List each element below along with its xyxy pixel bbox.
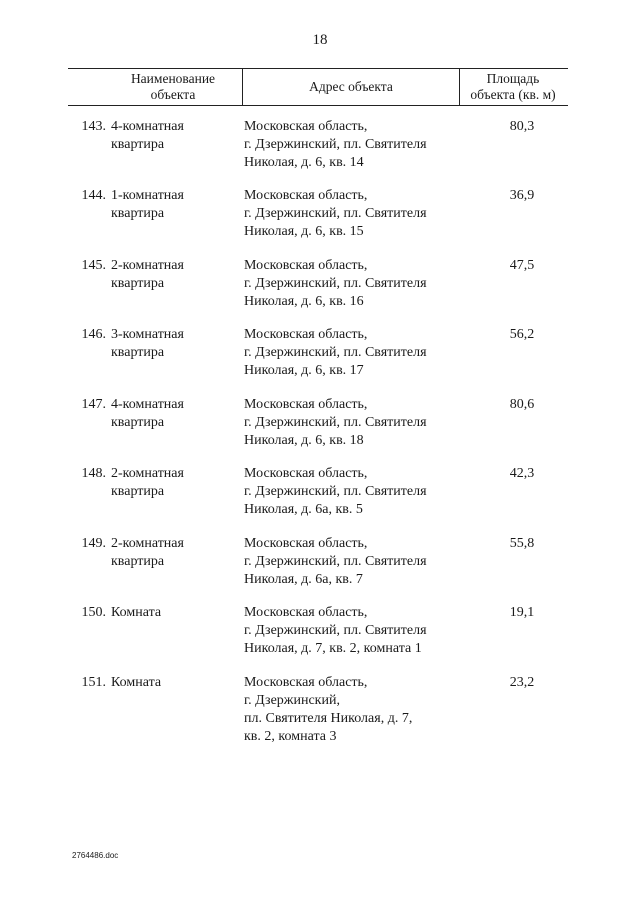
object-area: 80,3 [509, 119, 535, 134]
address-line: Московская область, [244, 675, 368, 690]
address-line: Николая, д. 6, кв. 17 [244, 363, 364, 378]
address-line: г. Дзержинский, пл. Святителя [244, 554, 427, 569]
row-number: 148. [81, 466, 106, 481]
row-number: 146. [81, 327, 106, 342]
object-name [111, 396, 241, 432]
header-address-label: Адрес объекта [309, 79, 393, 94]
object-name-line: квартира [111, 137, 165, 152]
object-name-line: квартира [111, 554, 165, 569]
object-name-line: квартира [111, 206, 165, 221]
page-number: 18 [312, 32, 328, 48]
object-area: 23,2 [509, 675, 535, 690]
address-line: пл. Святителя Николая, д. 7, [244, 711, 413, 726]
address-line: г. Дзержинский, пл. Святителя [244, 276, 427, 291]
header-object-name [104, 69, 242, 105]
object-address [244, 257, 464, 311]
address-line: Николая, д. 6, кв. 15 [244, 224, 364, 239]
header-name-line-1: Наименование [130, 71, 216, 86]
address-line: г. Дзержинский, пл. Святителя [244, 484, 427, 499]
object-area: 56,2 [509, 327, 535, 342]
object-address [244, 604, 464, 658]
object-address [244, 118, 464, 172]
address-line: Московская область, [244, 466, 368, 481]
address-line: г. Дзержинский, пл. Святителя [244, 623, 427, 638]
address-line: г. Дзержинский, пл. Святителя [244, 206, 427, 221]
object-name [111, 118, 241, 154]
address-line: Московская область, [244, 536, 368, 551]
address-line: Николая, д. 6а, кв. 5 [244, 502, 363, 517]
object-area: 47,5 [509, 258, 535, 273]
address-line: кв. 2, комната 3 [244, 729, 337, 744]
object-name-line: квартира [111, 415, 165, 430]
object-name [111, 257, 241, 293]
object-area: 55,8 [509, 536, 535, 551]
object-name-line: 4-комнатная [111, 119, 184, 134]
object-name-line: 2-комнатная [111, 466, 184, 481]
object-name-line: квартира [111, 276, 165, 291]
object-name-line: Комната [111, 675, 162, 690]
address-line: Николая, д. 7, кв. 2, комната 1 [244, 641, 422, 656]
address-line: Московская область, [244, 327, 368, 342]
object-name-line: квартира [111, 345, 165, 360]
header-address [242, 69, 460, 105]
address-line: г. Дзержинский, [244, 693, 340, 708]
object-area: 80,6 [509, 397, 535, 412]
address-line: Московская область, [244, 605, 368, 620]
object-name [111, 535, 241, 571]
object-name [111, 674, 241, 692]
object-area: 36,9 [509, 188, 535, 203]
address-line: Николая, д. 6, кв. 18 [244, 433, 364, 448]
row-number: 151. [81, 675, 106, 690]
object-name-line: квартира [111, 484, 165, 499]
address-line: Николая, д. 6, кв. 14 [244, 155, 364, 170]
address-line: г. Дзержинский, пл. Святителя [244, 415, 427, 430]
address-line: Московская область, [244, 188, 368, 203]
address-line: г. Дзержинский, пл. Святителя [244, 345, 427, 360]
object-name [111, 326, 241, 362]
object-name [111, 187, 241, 223]
object-name-line: 2-комнатная [111, 536, 184, 551]
header-name-line-2: объекта [150, 87, 196, 102]
address-line: Николая, д. 6, кв. 16 [244, 294, 364, 309]
document-filename: 2764486.doc [72, 851, 119, 860]
object-area: 42,3 [509, 466, 535, 481]
object-address [244, 396, 464, 450]
object-area: 19,1 [509, 605, 535, 620]
header-area-line-2: объекта (кв. м) [470, 87, 556, 102]
address-line: Московская область, [244, 119, 368, 134]
address-line: Московская область, [244, 397, 368, 412]
row-number: 144. [81, 188, 106, 203]
header-area-line-1: Площадь [486, 71, 540, 86]
object-name-line: Комната [111, 605, 162, 620]
object-address [244, 465, 464, 519]
object-name-line: 4-комнатная [111, 397, 184, 412]
object-name-line: 2-комнатная [111, 258, 184, 273]
header-area [458, 69, 568, 105]
object-name [111, 465, 241, 501]
row-number: 149. [81, 536, 106, 551]
object-name [111, 604, 241, 622]
row-number: 145. [81, 258, 106, 273]
address-line: Николая, д. 6а, кв. 7 [244, 572, 363, 587]
address-line: Московская область, [244, 258, 368, 273]
row-number: 143. [81, 119, 106, 134]
address-line: г. Дзержинский, пл. Святителя [244, 137, 427, 152]
object-name-line: 1-комнатная [111, 188, 184, 203]
object-address [244, 187, 464, 241]
row-number: 147. [81, 397, 106, 412]
row-number: 150. [81, 605, 106, 620]
object-address [244, 326, 464, 380]
object-address [244, 535, 464, 589]
object-name-line: 3-комнатная [111, 327, 184, 342]
object-address [244, 674, 464, 746]
table-header [68, 68, 568, 106]
